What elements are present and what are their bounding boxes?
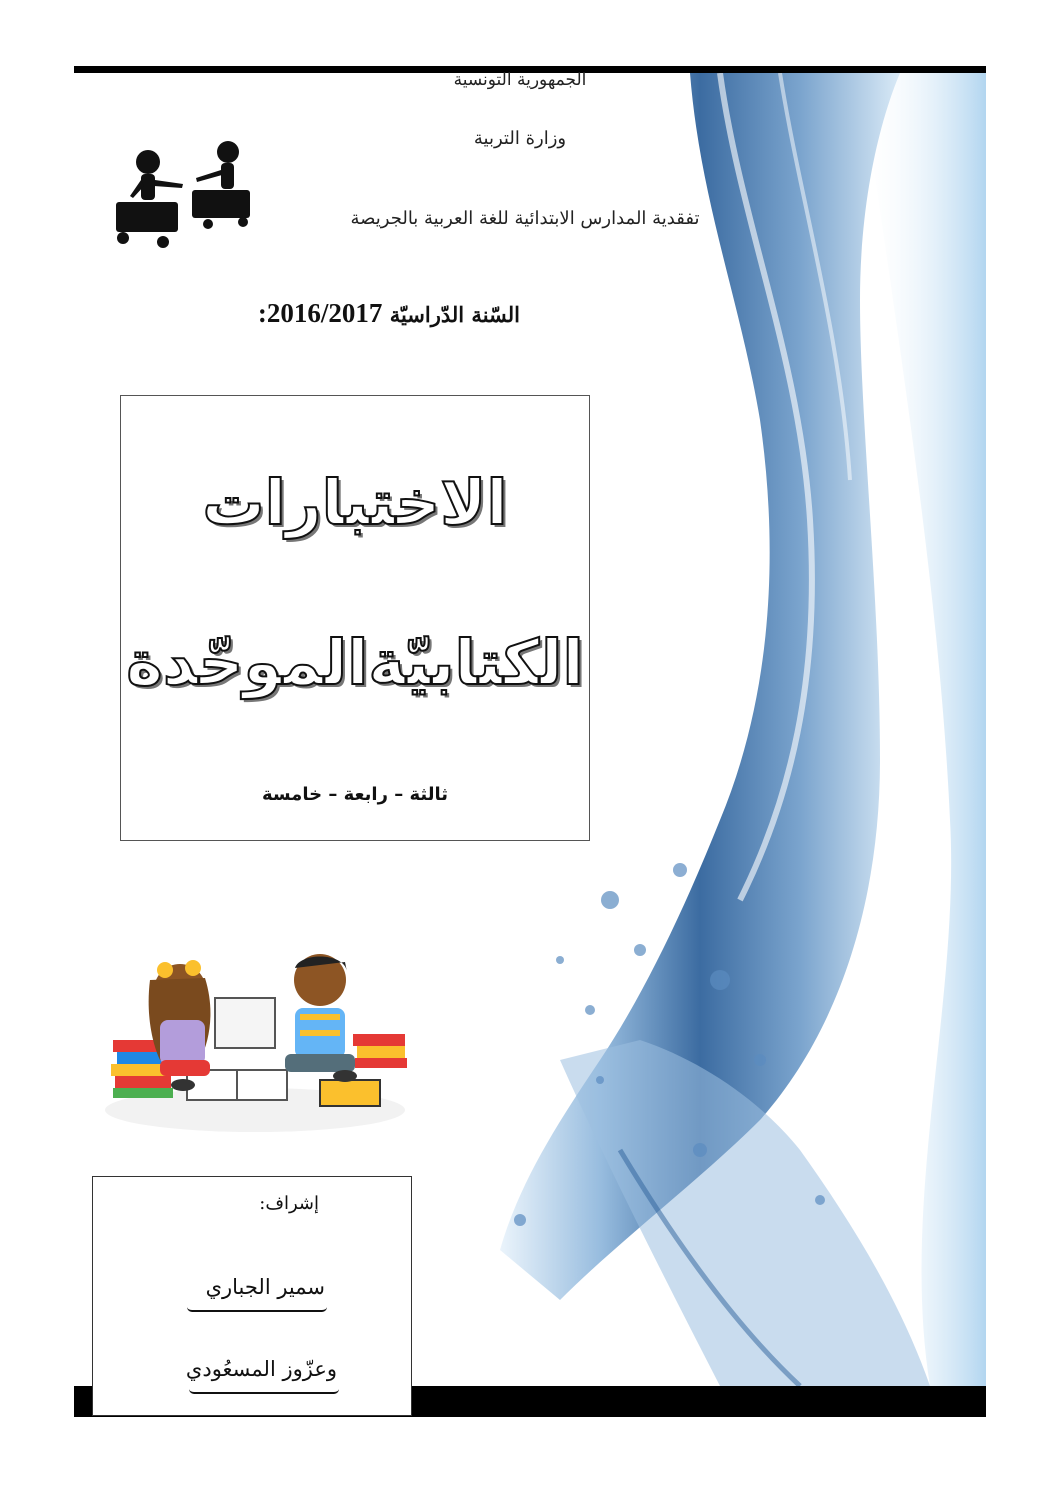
supervisor-name-2: وعزّوز المسعُودي — [185, 1357, 337, 1381]
supervision-label: إشراف: — [259, 1193, 319, 1214]
title-box — [120, 395, 590, 841]
school-year-value: 2016/2017 — [266, 298, 383, 328]
supervisor-name-1: سمير الجباري — [205, 1275, 325, 1299]
school-year-colon: : — [257, 298, 267, 328]
puzzle-figures-logo — [108, 138, 258, 250]
ministry-heading: وزارة التربية — [473, 128, 567, 149]
title-line-2: الكتابيّةالموحّدة — [126, 626, 584, 699]
name-2-underline — [189, 1389, 339, 1394]
children-reading-illustration — [105, 950, 410, 1135]
title-line-1: الاختبارات — [202, 466, 508, 539]
school-year-label: السّنة الدّراسيّة — [389, 302, 520, 327]
supervision-box — [92, 1176, 412, 1416]
school-year — [180, 298, 520, 329]
inspectorate-heading: تفقدية المدارس الابتدائية للغة العربية بالجريصة — [350, 208, 700, 229]
name-1-underline — [187, 1307, 327, 1312]
grade-levels: ثالثة – رابعة – خامسة — [261, 784, 449, 805]
republic-heading: الجمهورية التونسية — [453, 70, 587, 90]
